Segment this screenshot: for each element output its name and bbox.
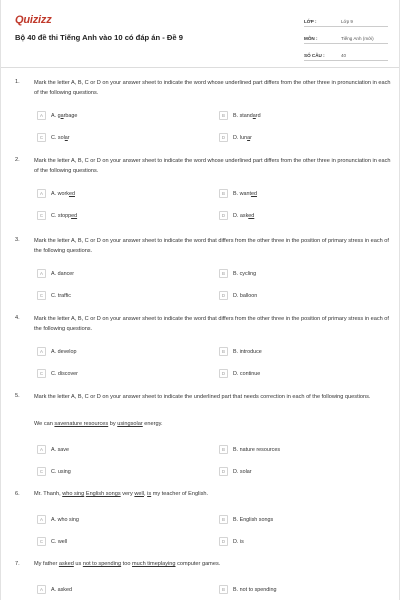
- option-a[interactable]: [37, 585, 72, 594]
- header-divider: [1, 67, 400, 68]
- option-prefix: B.: [233, 190, 240, 197]
- text-segment: not to spending: [239, 586, 277, 593]
- underlined-text: ed: [250, 190, 257, 197]
- underlined-text: a: [60, 112, 64, 119]
- option-c[interactable]: [37, 537, 67, 546]
- option-a[interactable]: [37, 111, 77, 120]
- text-segment: traffic: [57, 292, 71, 299]
- underlined-text: usingsolar: [117, 421, 143, 427]
- text-segment: My father: [34, 561, 59, 567]
- option-prefix: A.: [51, 516, 58, 523]
- option-a[interactable]: [37, 189, 75, 198]
- underlined-text: ed: [68, 190, 75, 197]
- question-sentence: [34, 561, 220, 567]
- text-segment: ,: [144, 491, 148, 497]
- option-b[interactable]: [219, 585, 276, 594]
- option-key-box[interactable]: A: [37, 515, 46, 524]
- text-segment: develop: [57, 348, 77, 355]
- underlined-text: asked: [58, 561, 74, 567]
- option-prefix: D.: [233, 292, 240, 299]
- underlined-text: English songs: [85, 491, 121, 497]
- underlined-text: not to spending: [82, 561, 122, 567]
- option-prefix: C.: [51, 134, 58, 141]
- underlined-text: ed: [71, 212, 78, 219]
- option-key-box[interactable]: C: [37, 211, 46, 220]
- option-prefix: D.: [233, 134, 240, 141]
- text-segment: by: [108, 421, 118, 427]
- underlined-text: who sing: [62, 491, 85, 497]
- question-sentence: [34, 491, 208, 497]
- meta-value: Tiếng Anh (mới): [341, 36, 374, 41]
- option-b[interactable]: [219, 515, 273, 524]
- option-c[interactable]: [37, 369, 78, 378]
- option-key-box[interactable]: D: [219, 133, 228, 142]
- meta-panel: [304, 13, 388, 64]
- option-key-box[interactable]: C: [37, 537, 46, 546]
- option-prefix: B.: [233, 348, 240, 355]
- option-prefix: A.: [51, 190, 58, 197]
- option-b[interactable]: [219, 347, 262, 356]
- text-segment: us: [73, 561, 83, 567]
- option-prefix: D.: [233, 468, 240, 475]
- option-prefix: D.: [233, 370, 240, 377]
- underlined-text: ed: [248, 212, 255, 219]
- option-label: [233, 213, 254, 219]
- text-segment: We can: [34, 421, 55, 427]
- option-label: [51, 271, 74, 277]
- option-c[interactable]: [37, 211, 77, 220]
- option-d[interactable]: [219, 369, 260, 378]
- option-key-box[interactable]: D: [219, 291, 228, 300]
- option-label: [233, 371, 260, 377]
- option-key-box[interactable]: C: [37, 291, 46, 300]
- text-segment: too: [121, 561, 132, 567]
- option-key-box[interactable]: D: [219, 211, 228, 220]
- text-segment: English songs: [239, 516, 274, 523]
- text-segment: energy.: [142, 421, 163, 427]
- question-number: 5.: [15, 393, 20, 399]
- meta-value: Lớp 9: [341, 19, 353, 24]
- text-segment: r: [250, 134, 252, 141]
- text-segment: work: [57, 190, 69, 197]
- option-prefix: A.: [51, 586, 58, 593]
- option-key-box[interactable]: A: [37, 189, 46, 198]
- option-label: [51, 135, 70, 141]
- question-number: 4.: [15, 315, 20, 321]
- option-label: [233, 447, 280, 453]
- option-c[interactable]: [37, 133, 70, 142]
- meta-label: LỚP :: [304, 19, 317, 24]
- text-segment: g: [57, 112, 61, 119]
- option-prefix: C.: [51, 370, 58, 377]
- text-segment: is: [239, 538, 244, 545]
- text-segment: want: [239, 190, 251, 197]
- option-label: [233, 539, 244, 545]
- text-segment: who sing: [57, 516, 79, 523]
- option-prefix: B.: [233, 270, 240, 277]
- text-segment: balloon: [239, 292, 258, 299]
- option-label: [51, 293, 71, 299]
- option-label: [51, 213, 77, 219]
- text-segment: stand: [239, 112, 253, 119]
- text-segment: lun: [239, 134, 248, 141]
- meta-label: MÔN :: [304, 36, 318, 41]
- question-instruction: Mark the letter A, B, C or D on your answer sheet to indicate the word whose underlined part differs from the other three in pronunciation in each of the following questions.: [34, 80, 391, 96]
- option-c[interactable]: [37, 467, 71, 476]
- text-segment: cycling: [239, 270, 257, 277]
- option-prefix: C.: [51, 468, 58, 475]
- question-number: 2.: [15, 157, 20, 163]
- option-label: [233, 135, 252, 141]
- option-key-box[interactable]: D: [219, 537, 228, 546]
- underlined-text: much timeplaying: [132, 561, 176, 567]
- meta-row-subject: [304, 30, 388, 44]
- meta-value: 40: [341, 53, 347, 58]
- option-label: [233, 293, 257, 299]
- option-d[interactable]: [219, 537, 244, 546]
- option-key-box[interactable]: B: [219, 585, 228, 594]
- text-segment: sol: [57, 134, 65, 141]
- underlined-text: is: [147, 491, 152, 497]
- option-d[interactable]: [219, 133, 252, 142]
- underlined-text: well: [134, 491, 144, 497]
- text-segment: rbage: [63, 112, 78, 119]
- underlined-text: a: [64, 134, 68, 141]
- text-segment: asked: [57, 586, 72, 593]
- meta-row-count: [304, 47, 388, 61]
- option-key-box[interactable]: A: [37, 585, 46, 594]
- text-segment: computer games.: [175, 561, 221, 567]
- quizizz-logo: Quizizz: [15, 14, 52, 26]
- option-prefix: B.: [233, 446, 240, 453]
- meta-label: SỐ CÂU :: [304, 53, 325, 58]
- underlined-text: a: [252, 112, 256, 119]
- text-segment: using: [57, 468, 71, 475]
- option-key-box[interactable]: B: [219, 189, 228, 198]
- text-segment: save: [57, 446, 69, 453]
- document-title: Bộ 40 đề thi Tiếng Anh vào 10 có đáp án - Đề 9: [15, 33, 183, 42]
- option-prefix: D.: [233, 212, 240, 219]
- option-label: [51, 113, 77, 119]
- text-segment: ask: [239, 212, 249, 219]
- text-segment: my teacher of English.: [151, 491, 209, 497]
- text-segment: r: [67, 134, 70, 141]
- underlined-text: a: [247, 134, 251, 141]
- text-segment: well: [57, 538, 68, 545]
- option-key-box[interactable]: A: [37, 445, 46, 454]
- text-segment: dancer: [57, 270, 75, 277]
- question-instruction: Mark the letter A, B, C or D on your answer sheet to indicate the word that differs from the other three in the position of primary stress in each of the following questions.: [34, 238, 389, 254]
- meta-row-grade: [304, 13, 388, 27]
- option-label: [233, 113, 261, 119]
- option-b[interactable]: [219, 269, 256, 278]
- text-segment: stopp: [57, 212, 72, 219]
- option-prefix: C.: [51, 538, 58, 545]
- option-a[interactable]: [37, 445, 69, 454]
- option-prefix: A.: [51, 270, 58, 277]
- option-key-box[interactable]: B: [219, 111, 228, 120]
- question-number: 3.: [15, 237, 20, 243]
- text-segment: Mr. Thanh,: [34, 491, 63, 497]
- question-instruction: Mark the letter A, B, C or D on your answer sheet to indicate the underlined part that needs correction in each of the following questions.: [34, 394, 371, 400]
- option-d[interactable]: [219, 291, 257, 300]
- option-prefix: B.: [233, 516, 240, 523]
- option-key-box[interactable]: C: [37, 133, 46, 142]
- option-b[interactable]: [219, 445, 280, 454]
- option-label: [51, 517, 79, 523]
- option-label: [233, 271, 256, 277]
- option-key-box[interactable]: B: [219, 515, 228, 524]
- text-segment: very: [120, 491, 135, 497]
- option-key-box[interactable]: A: [37, 111, 46, 120]
- option-d[interactable]: [219, 467, 252, 476]
- option-a[interactable]: [37, 269, 74, 278]
- option-prefix: D.: [233, 538, 240, 545]
- option-label: [51, 371, 78, 377]
- option-label: [233, 349, 262, 355]
- option-a[interactable]: [37, 515, 79, 524]
- text-segment: continue: [239, 370, 261, 377]
- text-segment: nature resources: [239, 446, 281, 453]
- option-label: [233, 517, 273, 523]
- question-number: 1.: [15, 79, 20, 85]
- option-b[interactable]: [219, 189, 257, 198]
- option-prefix: A.: [51, 112, 58, 119]
- option-label: [51, 469, 71, 475]
- option-key-box[interactable]: B: [219, 269, 228, 278]
- text-segment: discover: [57, 370, 78, 377]
- question-instruction: Mark the letter A, B, C or D on your answer sheet to indicate the word whose underlined part differs from the other three in pronunciation in each of the following questions.: [34, 158, 391, 174]
- option-prefix: B.: [233, 112, 240, 119]
- option-prefix: C.: [51, 292, 58, 299]
- text-segment: solar: [239, 468, 252, 475]
- option-key-box[interactable]: A: [37, 347, 46, 356]
- question-instruction: Mark the letter A, B, C or D on your answer sheet to indicate the word that differs from the other three in the position of primary stress in each of the following questions.: [34, 316, 389, 332]
- option-key-box[interactable]: D: [219, 369, 228, 378]
- option-key-box[interactable]: C: [37, 369, 46, 378]
- option-label: [233, 191, 257, 197]
- option-key-box[interactable]: D: [219, 467, 228, 476]
- option-key-box[interactable]: A: [37, 269, 46, 278]
- option-label: [51, 539, 67, 545]
- option-label: [51, 587, 72, 593]
- option-c[interactable]: [37, 291, 71, 300]
- question-number: 7.: [15, 561, 20, 567]
- option-a[interactable]: [37, 347, 76, 356]
- question-sentence: [34, 421, 163, 427]
- option-label: [51, 191, 75, 197]
- option-label: [51, 447, 69, 453]
- option-label: [51, 349, 76, 355]
- option-key-box[interactable]: B: [219, 347, 228, 356]
- option-key-box[interactable]: C: [37, 467, 46, 476]
- option-prefix: A.: [51, 446, 58, 453]
- option-prefix: B.: [233, 586, 240, 593]
- text-segment: introduce: [239, 348, 262, 355]
- underlined-text: savenature resources: [54, 421, 109, 427]
- text-segment: rd: [255, 112, 261, 119]
- option-key-box[interactable]: B: [219, 445, 228, 454]
- option-d[interactable]: [219, 211, 254, 220]
- question-number: 6.: [15, 491, 20, 497]
- option-label: [233, 587, 276, 593]
- option-prefix: C.: [51, 212, 58, 219]
- option-label: [233, 469, 252, 475]
- option-b[interactable]: [219, 111, 261, 120]
- option-prefix: A.: [51, 348, 58, 355]
